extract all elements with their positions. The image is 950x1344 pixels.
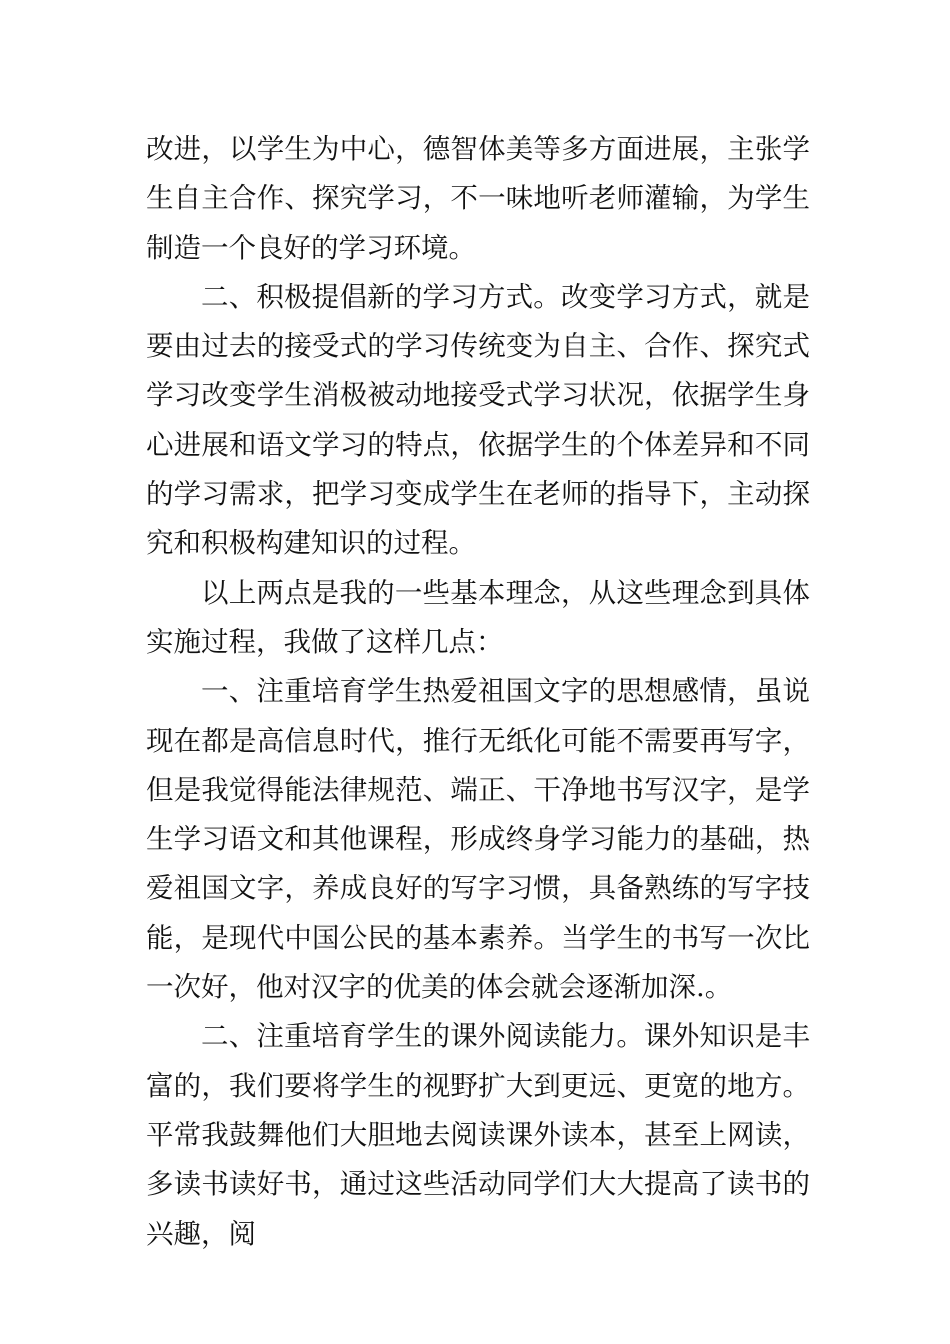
paragraph-4: 一、注重培育学生热爱祖国文字的思想感情，虽说现在都是高信息时代，推行无纸化可能不需要再写字，但是我觉得能法律规范、端正、干净地书写汉字，是学生学习语文和其他课程，形成终身学习能力的基础，热爱祖国文字，养成良好的写字习惯，具备熟练的写字技能，是现代中国公民的基本素养。当学生的书写一次比一次好，他对汉字的优美的体会就会逐渐加深.。 (146, 675, 810, 1004)
paragraph-5: 二、注重培育学生的课外阅读能力。课外知识是丰富的，我们要将学生的视野扩大到更远、更宽的地方。平常我鼓舞他们大胆地去阅读课外读本，甚至上网读，多读书读好书，通过这些活动同学们大大提高了读书的兴趣，阅 (146, 1020, 810, 1250)
paragraph-3: 以上两点是我的一些基本理念，从这些理念到具体实施过程，我做了这样几点： (146, 576, 810, 658)
paragraph-1: 改进，以学生为中心，德智体美等多方面进展，主张学生自主合作、探究学习，不一味地听老师灌输，为学生制造一个良好的学习环境。 (146, 133, 810, 264)
document-body (146, 125, 810, 1259)
paragraph-2: 二、积极提倡新的学习方式。改变学习方式，就是要由过去的接受式的学习传统变为自主、合作、探究式学习改变学生消极被动地接受式学习状况，依据学生身心进展和语文学习的特点，依据学生的个体差异和不同的学习需求，把学习变成学生在老师的指导下，主动探究和积极构建知识的过程。 (146, 280, 810, 560)
